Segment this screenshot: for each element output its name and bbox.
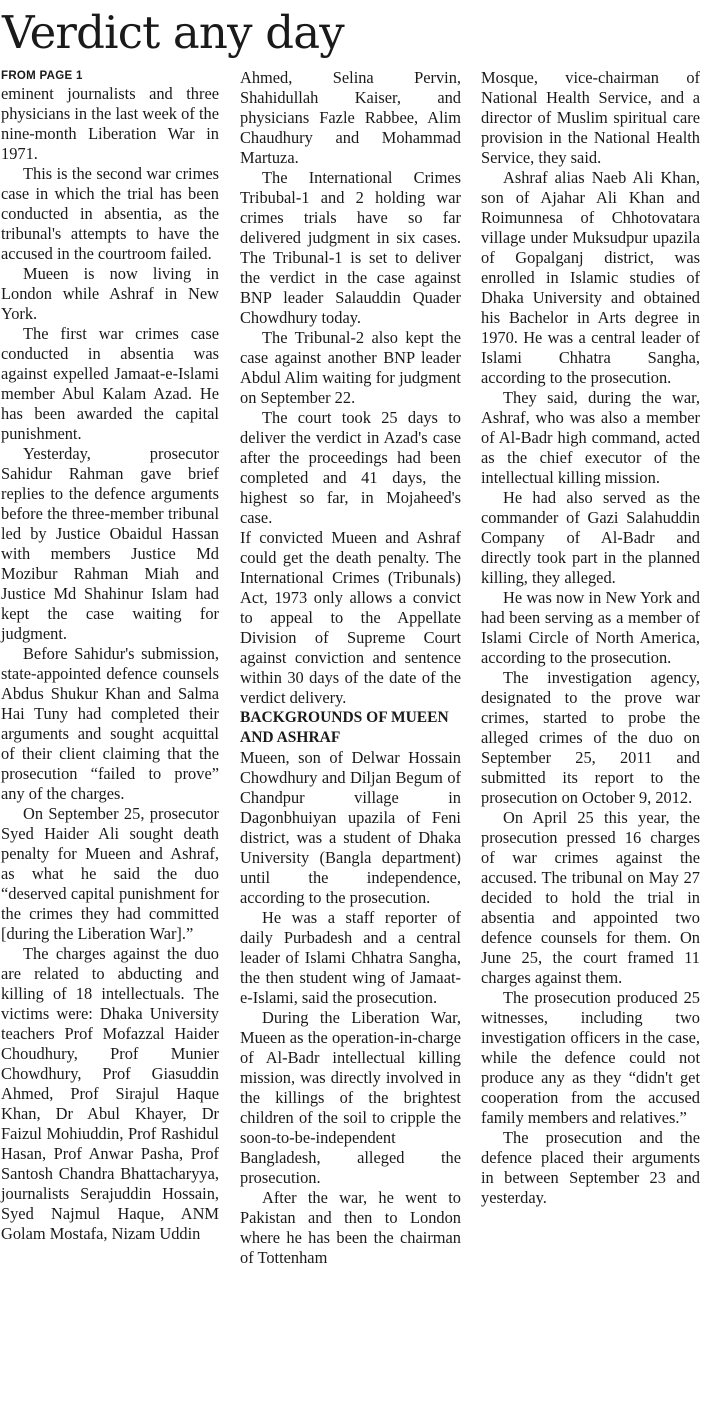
paragraph: Mueen, son of Delwar Hossain Chowdhury and Diljan Begum of Chandpur village in Dagonbhuiyan upazila of Feni district, was a student of Dhaka University (Bangla department) until the independence, according to the prosecution. — [240, 748, 461, 907]
column-3 — [481, 68, 700, 1208]
paragraph: He was now in New York and had been serving as a member of Islami Circle of North America, according to the prosecution. — [481, 588, 700, 667]
paragraph: The investigation agency, designated to the prove war crimes, started to probe the alleged crimes of the duo on September 25, 2011 and submitted its report to the prosecution on October 9, 2012. — [481, 668, 700, 807]
continuation-kicker: FROM PAGE 1 — [1, 70, 83, 82]
paragraph: The International Crimes Tribubal-1 and 2 holding war crimes trials have so far delivered judgment in six cases. The Tribunal-1 is set to deliver the verdict in the case against BNP leader Salauddin Quader Chowdhury today. — [240, 168, 461, 327]
paragraph: Ahmed, Selina Pervin, Shahidullah Kaiser, and physicians Fazle Rabbee, Alim Chaudhury and Mohammad Martuza. — [240, 68, 461, 167]
paragraph: This is the second war crimes case in which the trial has been conducted in absentia, as the tribunal's attempts to have the accused in the courtroom failed. — [1, 164, 219, 263]
paragraph: Yesterday, prosecutor Sahidur Rahman gave brief replies to the defence arguments before the three-member tribunal led by Justice Obaidul Hassan with members Justice Md Mozibur Rahman Miah and Justice Md Shahinur Islam had kept the case waiting for judgment. — [1, 444, 219, 643]
paragraph: The Tribunal-2 also kept the case against another BNP leader Abdul Alim waiting for judgment on September 22. — [240, 328, 461, 407]
paragraph: During the Liberation War, Mueen as the operation-in-charge of Al-Badr intellectual killing mission, was directly involved in the killings of the brightest children of the soil to cripple the soon-to-be-independent Bangladesh, alleged the prosecution. — [240, 1008, 461, 1187]
paragraph: The prosecution and the defence placed their arguments in between September 23 and yesterday. — [481, 1128, 700, 1207]
paragraph: He had also served as the commander of Gazi Salahuddin Company of Al-Badr and directly took part in the planned killing, they alleged. — [481, 488, 700, 587]
paragraph: The prosecution produced 25 witnesses, including two investigation officers in the case, while the defence could not produce any as they “didn't get cooperation from the accused family members and relatives.” — [481, 988, 700, 1127]
section-subhead: BACKGROUNDS OF MUEEN AND ASHRAF — [240, 709, 449, 746]
paragraph: Mueen is now living in London while Ashraf in New York. — [1, 264, 219, 323]
paragraph: On April 25 this year, the prosecution pressed 16 charges of war crimes against the accused. The tribunal on May 27 decided to hold the trial in absentia and appointed two defence counsels for them. On June 25, the court framed 11 charges against them. — [481, 808, 700, 987]
paragraph: The first war crimes case conducted in absentia was against expelled Jamaat-e-Islami member Abul Kalam Azad. He has been awarded the capital punishment. — [1, 324, 219, 443]
column-2 — [240, 68, 461, 1268]
paragraph: Mosque, vice-chairman of National Health Service, and a director of Muslim spiritual care provision in the National Health Service, they said. — [481, 68, 700, 167]
paragraph: He was a staff reporter of daily Purbadesh and a central leader of Islami Chhatra Sangha, the then student wing of Jamaat-e-Islami, said the prosecution. — [240, 908, 461, 1007]
paragraph: They said, during the war, Ashraf, who was also a member of Al-Badr high command, acted as the chief executor of the intellectual killing mission. — [481, 388, 700, 487]
paragraph: Ashraf alias Naeb Ali Khan, son of Ajahar Ali Khan and Roimunnesa of Chhotovatara village under Muksudpur upazila of Gopalganj district, was enrolled in Islamic studies of Dhaka University and obtained his Bachelor in Arts degree in 1970. He was a central leader of Islami Chhatra Sangha, according to the prosecution. — [481, 168, 700, 387]
paragraph: eminent journalists and three physicians in the last week of the nine-month Liberation War in 1971. — [1, 84, 219, 163]
paragraph: Before Sahidur's submission, state-appointed defence counsels Abdus Shukur Khan and Salma Hai Tuny had completed their arguments and sought acquittal of their client claiming that the prosecution “failed to prove” any of the charges. — [1, 644, 219, 803]
paragraph: The charges against the duo are related to abducting and killing of 18 intellectuals. The victims were: Dhaka University teachers Prof Mofazzal Haider Choudhury, Prof Munier Chowdhury, Prof Giasuddin Ahmed, Prof Sirajul Haque Khan, Dr Abul Khayer, Dr Faizul Mohiuddin, Prof Rashidul Hasan, Prof Anwar Pasha, Prof Santosh Chandra Bhattacharyya, journalists Serajuddin Hossain, Syed Najmul Haque, ANM Golam Mostafa, Nizam Uddin — [1, 944, 219, 1243]
headline: Verdict any day — [2, 6, 344, 59]
column-1 — [1, 68, 219, 1244]
paragraph: The court took 25 days to deliver the verdict in Azad's case after the proceedings had been completed and 41 days, the highest so far, in Mojaheed's case. — [240, 408, 461, 527]
paragraph: On September 25, prosecutor Syed Haider Ali sought death penalty for Mueen and Ashraf, as what he said the duo “deserved capital punishment for the crimes they had committed [during the Liberation War].” — [1, 804, 219, 943]
paragraph: After the war, he went to Pakistan and then to London where he has been the chairman of Tottenham — [240, 1188, 461, 1267]
paragraph: If convicted Mueen and Ashraf could get the death penalty. The International Crimes (Tribunals) Act, 1973 only allows a convict to appeal to the Appellate Division of Supreme Court against conviction and sentence within 30 days of the date of the verdict delivery. — [240, 528, 461, 707]
